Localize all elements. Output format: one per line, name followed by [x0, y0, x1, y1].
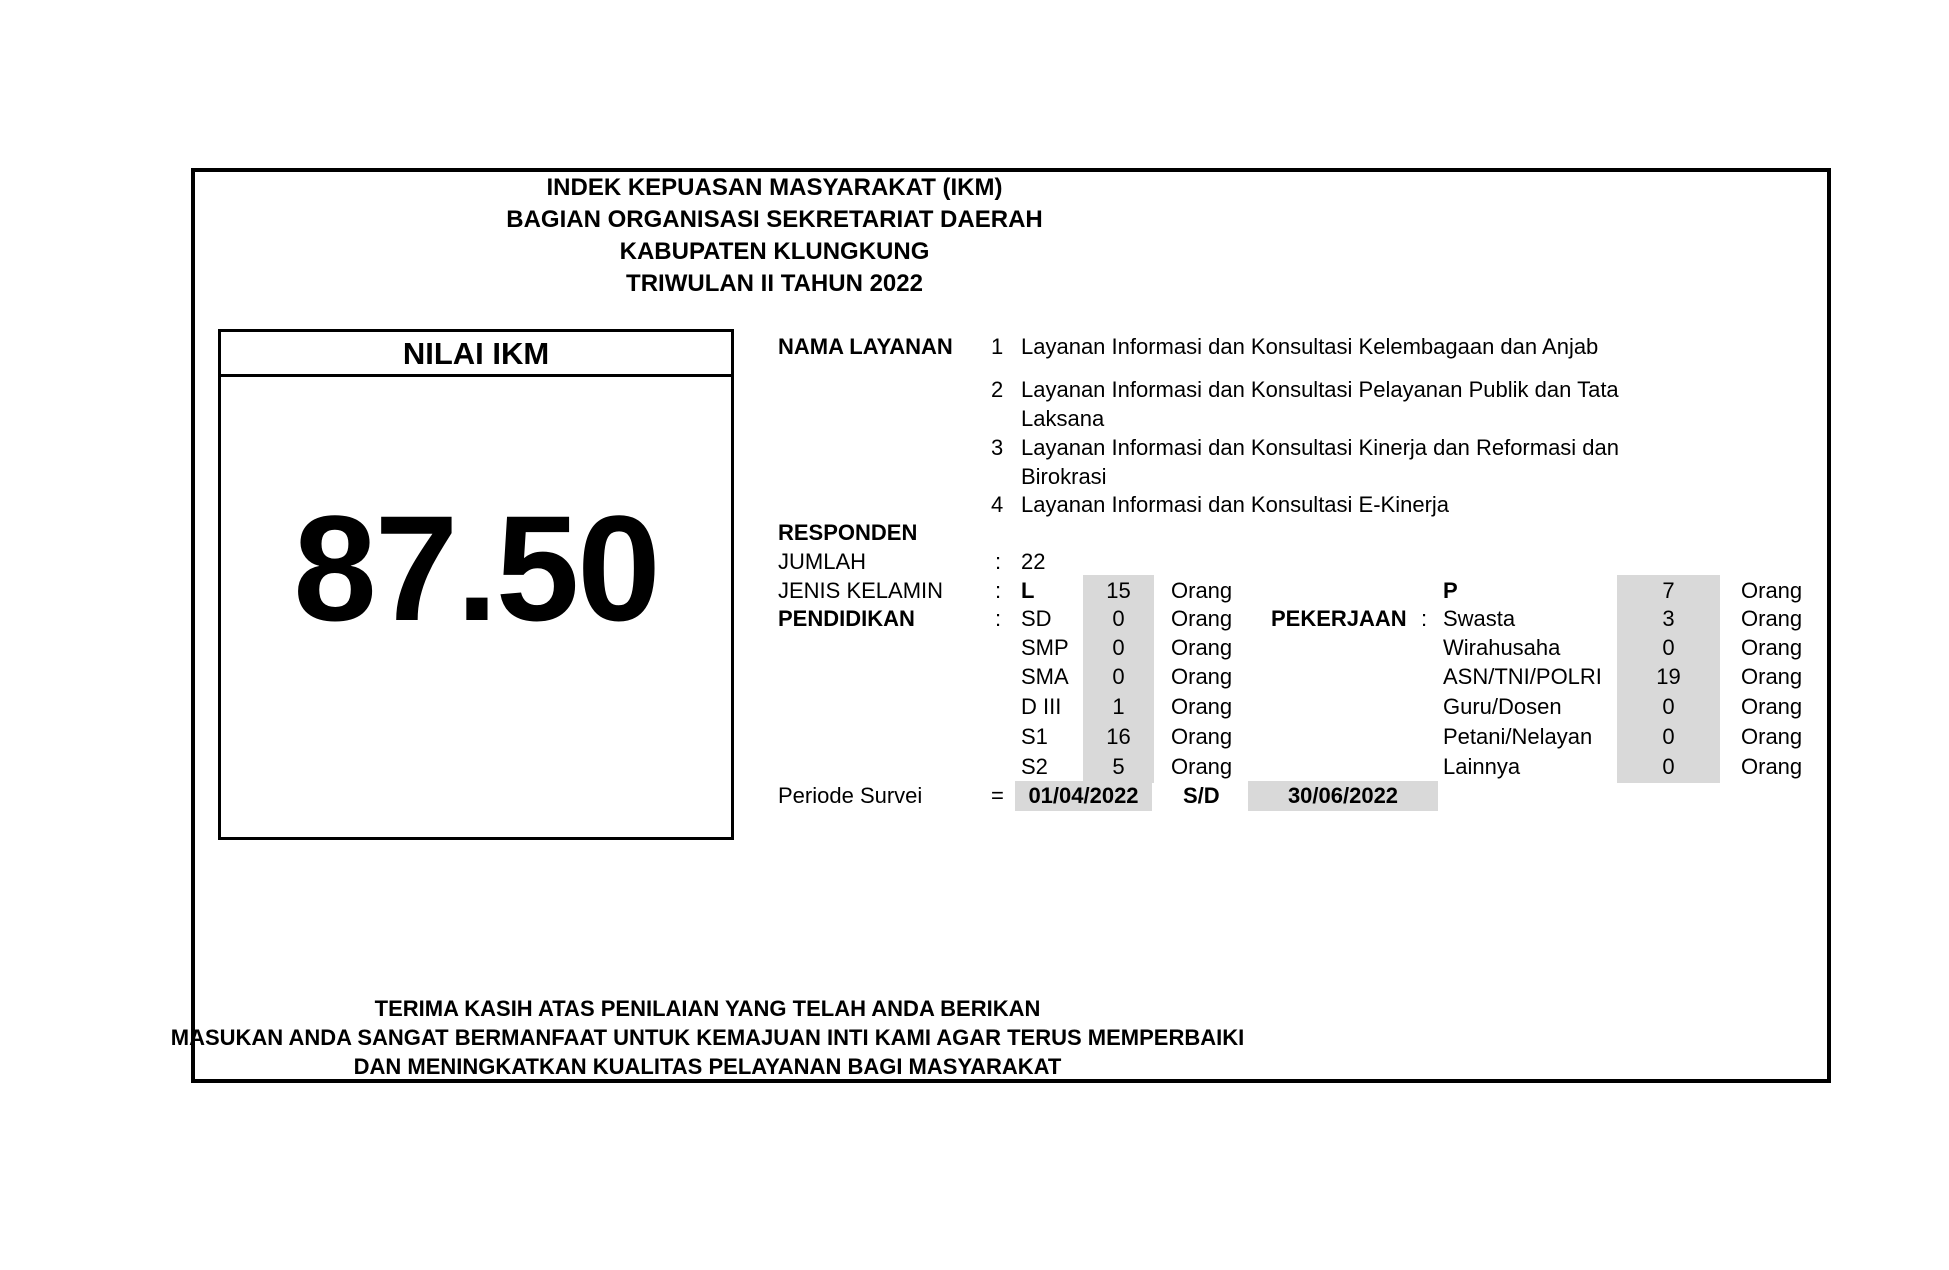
- ikm-title: NILAI IKM: [221, 332, 731, 377]
- jumlah-label: JUMLAH: [778, 549, 867, 574]
- layanan-no: 3: [991, 435, 1004, 460]
- pendidikan-count: 0: [1112, 664, 1125, 689]
- periode-start: 01/04/2022: [1028, 783, 1139, 808]
- periode-label: Periode Survei: [778, 783, 923, 808]
- pekerjaan-count: 19: [1656, 664, 1681, 689]
- pekerjaan-job: ASN/TNI/POLRI: [1443, 664, 1602, 689]
- layanan-item: Layanan Informasi dan Konsultasi Pelayanan Publik dan Tata: [1021, 377, 1619, 402]
- pekerjaan-count: 0: [1662, 724, 1675, 749]
- layanan-item: Layanan Informasi dan Konsultasi E-Kinerja: [1021, 492, 1450, 517]
- pendidikan-count: 0: [1112, 606, 1125, 631]
- unit: Orang: [1171, 664, 1233, 689]
- layanan-no: 4: [991, 492, 1004, 517]
- unit: Orang: [1741, 635, 1803, 660]
- jumlah-value: 22: [1021, 549, 1046, 574]
- unit: Orang: [1171, 606, 1233, 631]
- pendidikan-level: SMA: [1021, 664, 1069, 689]
- ikm-box: [218, 329, 734, 840]
- pekerjaan-job: Swasta: [1443, 606, 1516, 631]
- pekerjaan-count: 3: [1662, 606, 1675, 631]
- pendidikan-level: S1: [1021, 724, 1048, 749]
- responden-label: RESPONDEN: [778, 520, 918, 545]
- female-label: P: [1443, 578, 1458, 603]
- pendidikan-count: 5: [1112, 754, 1125, 779]
- pekerjaan-job: Lainnya: [1443, 754, 1521, 779]
- periode-equals: =: [991, 783, 1004, 808]
- unit: Orang: [1171, 578, 1233, 603]
- unit: Orang: [1741, 694, 1803, 719]
- female-count: 7: [1662, 578, 1675, 603]
- layanan-item-cont: Birokrasi: [1021, 464, 1107, 489]
- pekerjaan-job: Petani/Nelayan: [1443, 724, 1593, 749]
- male-label: L: [1021, 578, 1035, 603]
- male-count: 15: [1106, 578, 1131, 603]
- pekerjaan-count: 0: [1662, 754, 1675, 779]
- layanan-item-cont: Laksana: [1021, 406, 1105, 431]
- unit: Orang: [1741, 724, 1803, 749]
- layanan-no: 2: [991, 377, 1004, 402]
- pekerjaan-job: Wirahusaha: [1443, 635, 1561, 660]
- unit: Orang: [1171, 724, 1233, 749]
- header-title: INDEK KEPUASAN MASYARAKAT (IKM): [546, 174, 1003, 201]
- pekerjaan-count: 0: [1662, 694, 1675, 719]
- footer-message: MASUKAN ANDA SANGAT BERMANFAAT UNTUK KEMAJUAN INTI KAMI AGAR TERUS MEMPERBAIKI: [170, 1025, 1245, 1050]
- periode-separator: S/D: [1183, 783, 1220, 808]
- unit: Orang: [1171, 635, 1233, 660]
- pekerjaan-count: 0: [1662, 635, 1675, 660]
- header-unit: BAGIAN ORGANISASI SEKRETARIAT DAERAH: [506, 206, 1043, 233]
- pendidikan-label: PENDIDIKAN: [778, 606, 915, 631]
- pendidikan-count: 1: [1112, 694, 1125, 719]
- colon: :: [1421, 606, 1428, 631]
- layanan-item: Layanan Informasi dan Konsultasi Kinerja dan Reformasi dan: [1021, 435, 1620, 460]
- unit: Orang: [1741, 578, 1803, 603]
- pekerjaan-job: Guru/Dosen: [1443, 694, 1562, 719]
- footer-thanks: TERIMA KASIH ATAS PENILAIAN YANG TELAH ANDA BERIKAN: [374, 996, 1041, 1021]
- unit: Orang: [1741, 754, 1803, 779]
- layanan-item: Layanan Informasi dan Konsultasi Kelembagaan dan Anjab: [1021, 334, 1599, 359]
- colon: :: [995, 549, 1002, 574]
- colon: :: [995, 578, 1002, 603]
- pendidikan-level: SMP: [1021, 635, 1069, 660]
- unit: Orang: [1741, 606, 1803, 631]
- pendidikan-count: 0: [1112, 635, 1125, 660]
- layanan-no: 1: [991, 334, 1004, 359]
- pendidikan-count: 16: [1106, 724, 1131, 749]
- unit: Orang: [1741, 664, 1803, 689]
- gender-label: JENIS KELAMIN: [778, 578, 944, 603]
- unit: Orang: [1171, 694, 1233, 719]
- pendidikan-level: SD: [1021, 606, 1052, 631]
- layanan-label: NAMA LAYANAN: [778, 334, 953, 359]
- pendidikan-level: D III: [1021, 694, 1062, 719]
- pekerjaan-label: PEKERJAAN: [1271, 606, 1407, 631]
- colon: :: [995, 606, 1002, 631]
- pendidikan-level: S2: [1021, 754, 1048, 779]
- periode-end: 30/06/2022: [1287, 783, 1399, 808]
- header-region: KABUPATEN KLUNGKUNG: [619, 238, 930, 265]
- header-period: TRIWULAN II TAHUN 2022: [626, 270, 923, 297]
- footer-closing: DAN MENINGKATKAN KUALITAS PELAYANAN BAGI MASYARAKAT: [353, 1054, 1062, 1079]
- unit: Orang: [1171, 754, 1233, 779]
- ikm-value: 87.50: [293, 484, 659, 652]
